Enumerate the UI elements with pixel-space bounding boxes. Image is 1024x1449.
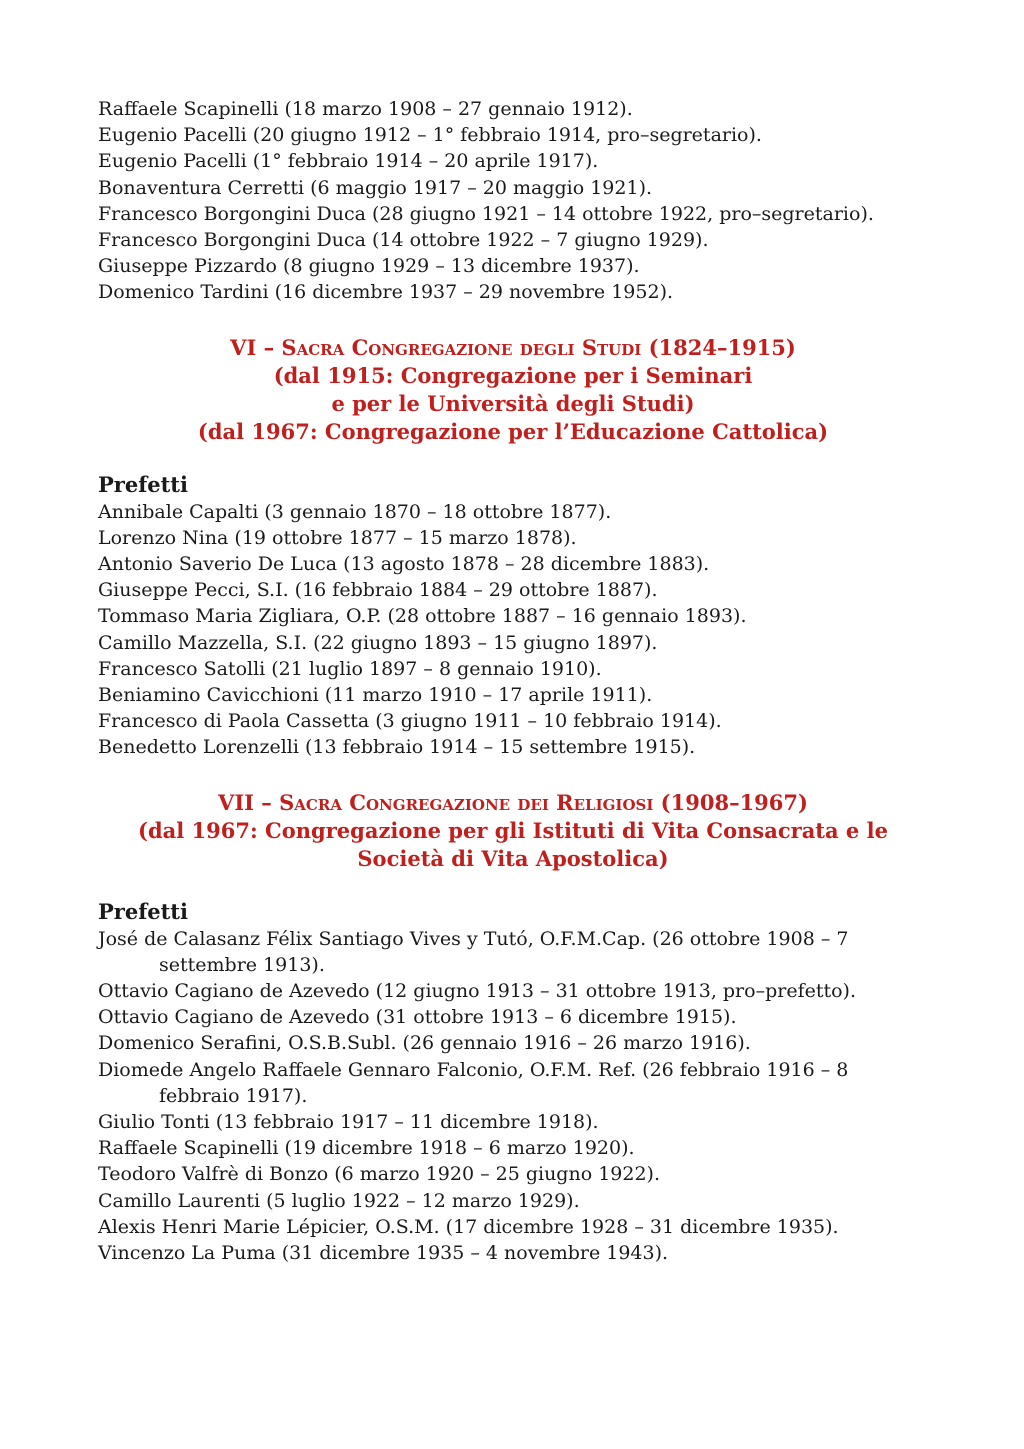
list-item: José de Calasanz Félix Santiago Vives y Tutó, O.F.M.Cap. (26 ottobre 1908 – 7 settembre 1913). <box>98 927 849 976</box>
section6-heading <box>98 334 928 446</box>
list-item: Alexis Henri Marie Lépicier, O.S.M. (17 dicembre 1928 – 31 dicembre 1935). <box>98 1215 839 1238</box>
list-item: Antonio Saverio De Luca (13 agosto 1878 – 28 dicembre 1883). <box>98 553 710 576</box>
list-item: Francesco Borgongini Duca (28 giugno 1921 – 14 ottobre 1922, pro–segretario). <box>98 202 874 225</box>
list-item: Giulio Tonti (13 febbraio 1917 – 11 dicembre 1918). <box>98 1111 599 1134</box>
list-item: Camillo Laurenti (5 luglio 1922 – 12 marzo 1929). <box>98 1189 580 1212</box>
section7-list <box>98 926 928 1267</box>
document-page <box>98 96 928 1266</box>
section-numeral: VI – <box>230 334 282 360</box>
list-item: Camillo Mazzella, S.I. (22 giugno 1893 – 15 giugno 1897). <box>98 631 658 654</box>
section-subtitle: (dal 1915: Congregazione per i Seminari <box>273 362 753 388</box>
section-years: (1824–1915) <box>641 334 796 360</box>
list-item: Ottavio Cagiano de Azevedo (31 ottobre 1913 – 6 dicembre 1915). <box>98 1006 737 1029</box>
list-item: Francesco Satolli (21 luglio 1897 – 8 gennaio 1910). <box>98 657 602 680</box>
list-item: Bonaventura Cerretti (6 maggio 1917 – 20 maggio 1921). <box>98 176 653 199</box>
list-item: Beniamino Cavicchioni (11 marzo 1910 – 17 aprile 1911). <box>98 684 653 707</box>
section5-list <box>98 96 928 306</box>
list-item: Ottavio Cagiano de Azevedo (12 giugno 1913 – 31 ottobre 1913, pro–prefetto). <box>98 980 857 1003</box>
section-title <box>98 334 928 362</box>
list-item: Tommaso Maria Zigliara, O.P. (28 ottobre 1887 – 16 gennaio 1893). <box>98 605 747 628</box>
section-subtitle: e per le Università degli Studi) <box>331 390 695 416</box>
list-item: Raffaele Scapinelli (18 marzo 1908 – 27 gennaio 1912). <box>98 98 633 120</box>
list-item: Giuseppe Pecci, S.I. (16 febbraio 1884 – 29 ottobre 1887). <box>98 579 658 602</box>
list-item: Eugenio Pacelli (20 giugno 1912 – 1° febbraio 1914, pro–segretario). <box>98 124 762 147</box>
section7-heading <box>98 789 928 873</box>
list-item: Francesco Borgongini Duca (14 ottobre 1922 – 7 giugno 1929). <box>98 229 709 252</box>
list-item: Giuseppe Pizzardo (8 giugno 1929 – 13 dicembre 1937). <box>98 255 640 278</box>
list-item: Lorenzo Nina (19 ottobre 1877 – 15 marzo 1878). <box>98 526 577 549</box>
section6-list <box>98 499 928 761</box>
list-item: Domenico Serafini, O.S.B.Subl. (26 gennaio 1916 – 26 marzo 1916). <box>98 1032 751 1055</box>
list-item: Raffaele Scapinelli (19 dicembre 1918 – 6 marzo 1920). <box>98 1137 635 1160</box>
section-name: Sacra Congregazione degli Studi <box>281 334 642 360</box>
section-years: (1908–1967) <box>653 789 808 815</box>
list-item: Francesco di Paola Cassetta (3 giugno 1911 – 10 febbraio 1914). <box>98 710 722 733</box>
list-item: Eugenio Pacelli (1° febbraio 1914 – 20 aprile 1917). <box>98 150 599 173</box>
section-numeral: VII – <box>218 789 280 815</box>
section-title <box>98 789 928 817</box>
list-item: Diomede Angelo Raffaele Gennaro Falconio, O.F.M. Ref. (26 febbraio 1916 – 8 febbraio 1917). <box>98 1058 849 1107</box>
list-item: Domenico Tardini (16 dicembre 1937 – 29 novembre 1952). <box>98 281 674 304</box>
section-name: Sacra Congregazione dei Religiosi <box>279 789 654 815</box>
section-subtitle: (dal 1967: Congregazione per gli Istituti di Vita Consacrata e le Società di Vita Apostolica) <box>138 817 888 871</box>
list-item: Benedetto Lorenzelli (13 febbraio 1914 – 15 settembre 1915). <box>98 736 696 759</box>
list-item: Annibale Capalti (3 gennaio 1870 – 18 ottobre 1877). <box>98 500 612 523</box>
list-item: Teodoro Valfrè di Bonzo (6 marzo 1920 – 25 giugno 1922). <box>98 1163 660 1186</box>
prefetti-heading: Prefetti <box>98 898 188 924</box>
list-item: Vincenzo La Puma (31 dicembre 1935 – 4 novembre 1943). <box>98 1242 669 1265</box>
prefetti-heading: Prefetti <box>98 471 188 497</box>
section-subtitle: (dal 1967: Congregazione per l’Educazione Cattolica) <box>197 418 829 444</box>
